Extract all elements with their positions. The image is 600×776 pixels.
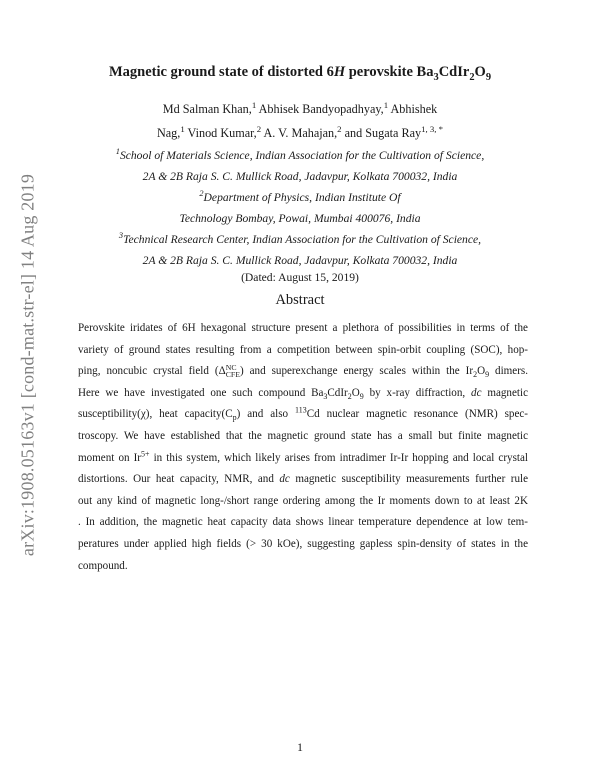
page-number: 1 (297, 740, 303, 754)
author-list (95, 97, 505, 145)
abstract-line: variety of ground states resulting from a competition between spin-orbit coupling (SOC), hop- (78, 343, 528, 356)
paper-title: Magnetic ground state of distorted 6H perovskite $Ba_3CdIr_2O_9$ (108, 64, 492, 83)
abstract-line: distortions. Our heat capacity, NMR, and dc magnetic susceptibility measurements further rule (78, 473, 529, 486)
abstract-line: . In addition, the magnetic heat capacity data shows linear temperature dependence at low tem- (78, 516, 528, 529)
affiliation-2-line-2: Technology Bombay, Powai, Mumbai 400076, India (179, 212, 421, 225)
abstract-heading: Abstract (275, 292, 325, 308)
abstract-line: susceptibility(χ), heat $capacity(C_p)$ and also $^{113}$Cd nuclear magnetic resonance (NMR) spec- (78, 405, 529, 423)
affiliation-2-line-1: $^2$Department of Physics, Indian Institute Of (199, 189, 401, 204)
delta-scripts: NC CFE (225, 362, 240, 380)
abstract-line: ping, noncubic crystal field (Δ NC CFE ) and superexchange energy scales within the $Ir_2O_9$ dimers. (78, 362, 529, 380)
arxiv-sidebar-stamp (14, 150, 42, 580)
abstract-line: moment on $Ir^{5+}$ in this system, which likely arises from intradimer Ir-Ir hopping and local crystal (78, 448, 529, 464)
arxiv-identifier: arXiv:1908.05163v1 [cond-mat.str-el] 14 Aug 2019 (17, 173, 38, 557)
abstract-body (78, 318, 528, 577)
abstract-line: compound. (78, 559, 128, 572)
affiliation-1-line-2: 2A & 2B Raja S. C. Mullick Road, Jadavpur, Kolkata 700032, India (142, 170, 458, 183)
abstract-line: troscopy. We have established that the magnetic ground state has a small but finite magnetic (78, 429, 528, 442)
abstract-line: peratures under applied high fields (> 30 kOe), suggesting gapless spin-density of states in the (78, 537, 528, 550)
author-line-1: Md Salman Khan,$^1$ Abhisek Bandyopadhyay,$^1$ Abhishek (162, 99, 438, 116)
abstract-line: Perovskite iridates of 6H hexagonal structure present a plethora of possibilities in terms of the (78, 322, 528, 334)
affiliations (40, 145, 560, 271)
dated-line: (Dated: August 15, 2019) (241, 271, 359, 284)
affiliation-3-line-2: 2A & 2B Raja S. C. Mullick Road, Jadavpur, Kolkata 700032, India (142, 254, 458, 267)
author-line-2: Nag,$^1$ Vinod Kumar,$^2$ A. V. Mahajan,$^2$ and Sugata Ray$^{1, 3, *}$ (156, 123, 444, 140)
affiliation-3-line-1: $^3$Technical Research Center, Indian Association for the Cultivation of Science, (118, 231, 482, 246)
abstract-line: out any kind of magnetic long-/short range ordering among the Ir moments down to at least 2K (78, 494, 528, 507)
abstract-line: Here we have investigated one such compound $Ba_3CdIr_2O_9$ by x-ray diffraction, dc magnetic (78, 386, 528, 401)
affiliation-1-line-1: $^1$School of Materials Science, Indian Association for the Cultivation of Science, (115, 147, 485, 162)
